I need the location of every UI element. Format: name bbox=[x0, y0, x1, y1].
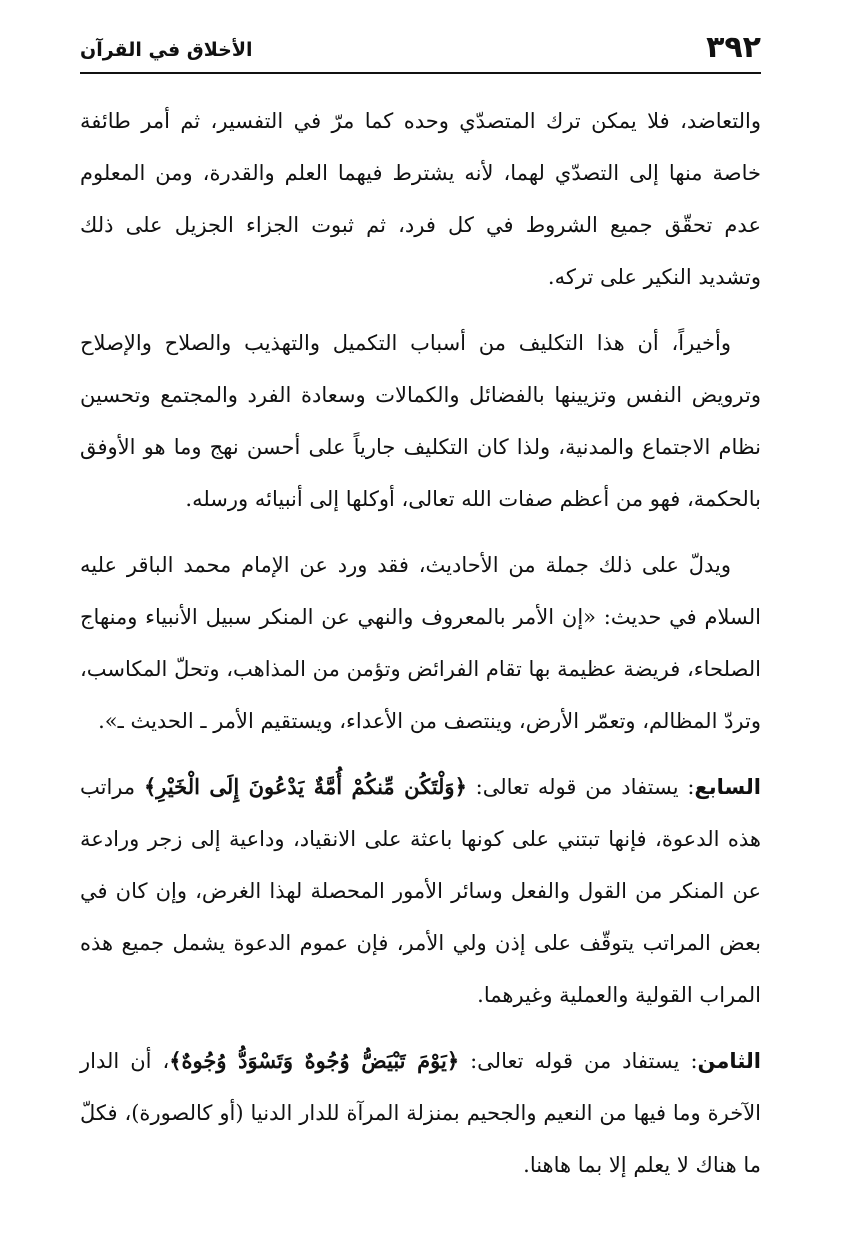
page-header bbox=[80, 28, 761, 78]
paragraph-3 bbox=[80, 539, 761, 747]
running-title: الأخلاق في القرآن bbox=[80, 39, 253, 61]
page-body bbox=[80, 95, 761, 1191]
paragraph-1 bbox=[80, 95, 761, 303]
paragraph-text: وأخيراً، أن هذا التكليف من أسباب التكميل والتهذيب والصلاح والإصلاح وترويض النفس وتزيينها بالفضائل والكمالات وسعادة الفرد والمجتمع وتحسين نظام الاجتماع والمدنية، ولذا كان التكليف جارياً على أحسن نهج وما هو الأوفق بالحكمة، فهو من أعظم صفات الله تعالى، أوكلها إلى أنبيائه ورسله. bbox=[80, 331, 761, 511]
paragraph-text: ، أن الدار الآخرة وما فيها من النعيم والجحيم بمنزلة المرآة للدار الدنيا (أو كالصورة)، فكلّ ما هناك لا يعلم إلا بما هاهنا. bbox=[80, 1049, 761, 1177]
quran-verse: ﴿وَلْتَكُن مِّنكُمْ أُمَّةٌ يَدْعُونَ إِلَى الْخَيْرِ﴾ bbox=[143, 774, 467, 799]
paragraph-seventh bbox=[80, 761, 761, 1021]
point-heading: السابع bbox=[694, 775, 761, 799]
paragraph-text: : يستفاد من قوله تعالى: bbox=[466, 775, 695, 799]
point-heading: الثامن bbox=[697, 1049, 761, 1073]
paragraph-2 bbox=[80, 317, 761, 525]
header-rule bbox=[80, 72, 761, 74]
paragraph-eighth bbox=[80, 1035, 761, 1191]
paragraph-text: والتعاضد، فلا يمكن ترك المتصدّي وحده كما مرّ في التفسير، ثم أمر طائفة خاصة منها إلى التصدّي لهما، لأنه يشترط فيهما العلم والقدرة، ومن المعلوم عدم تحقّق جميع الشروط في كل فرد، ثم ثبوت الجزاء الجزيل على ذلك وتشديد النكير على تركه. bbox=[80, 109, 761, 289]
paragraph-text: : يستفاد من قوله تعالى: bbox=[459, 1049, 698, 1073]
paragraph-text: ويدلّ على ذلك جملة من الأحاديث، فقد ورد عن الإمام محمد الباقر عليه السلام في حديث: «إن الأمر بالمعروف والنهي عن المنكر سبيل الأنبياء ومنهاج الصلحاء، فريضة عظيمة بها تقام الفرائض وتؤمن من المذاهب، وتحلّ المكاسب، وتردّ المظالم، وتعمّر الأرض، وينتصف من الأعداء، ويستقيم الأمر ـ الحديث ـ». bbox=[80, 553, 761, 733]
paragraph-text: مراتب هذه الدعوة، فإنها تبتني على كونها باعثة على الانقياد، وداعية إلى زجر ورادعة عن المنكر من القول والفعل وسائر الأمور المحصلة لهذا الغرض، وإن كان في بعض المراتب يتوقّف على إذن ولي الأمر، فإن عموم الدعوة يشمل جميع هذه المراب القولية والعملية وغيرهما. bbox=[80, 775, 761, 1007]
page-number: ٣٩٢ bbox=[706, 30, 761, 65]
quran-verse: ﴿يَوْمَ تَبْيَضُّ وُجُوهٌ وَتَسْوَدُّ وُجُوهٌ﴾ bbox=[169, 1048, 460, 1073]
